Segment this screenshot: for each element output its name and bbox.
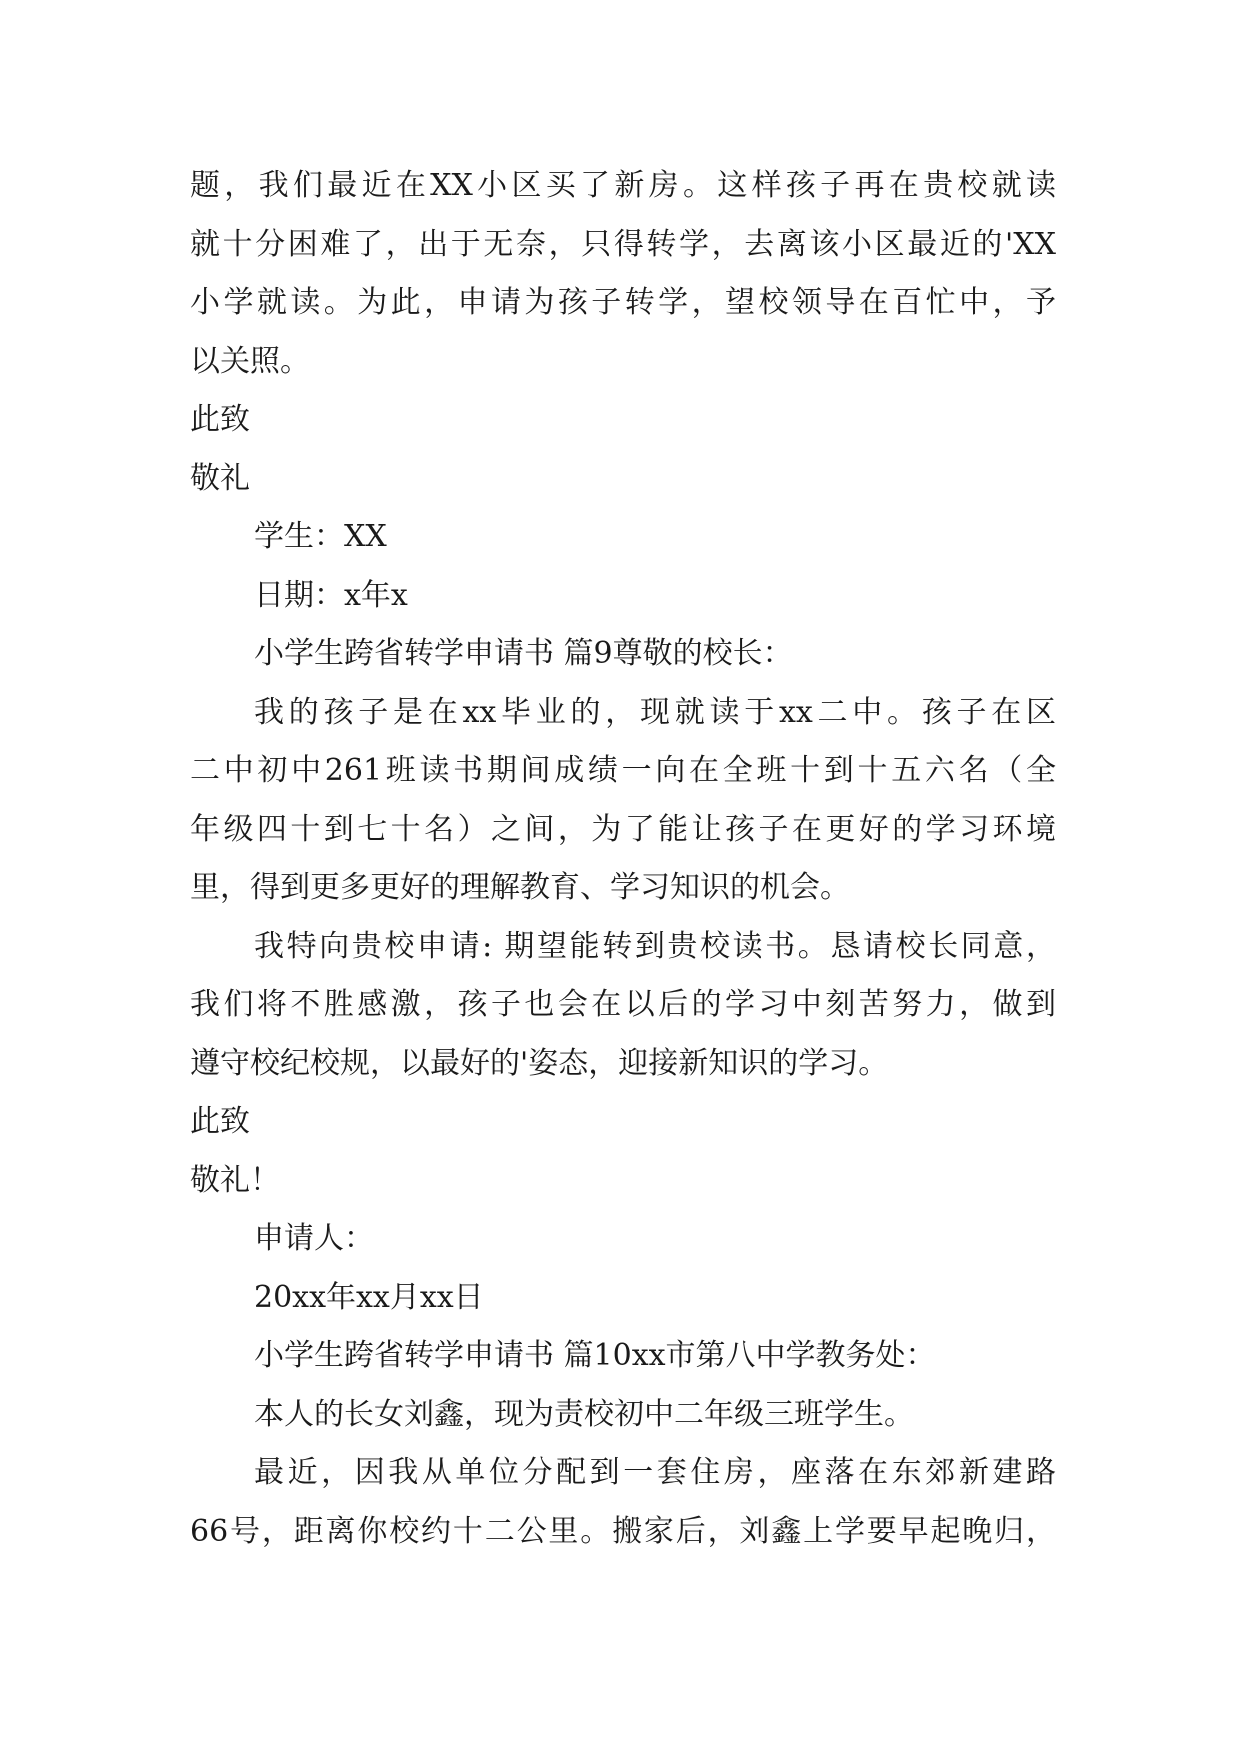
text-line: 本人的长女刘鑫，现为责校初中二年级三班学生。 — [254, 1396, 914, 1432]
text-line: 以关照。 — [190, 343, 310, 379]
signature-student: 学生：XX — [254, 519, 387, 554]
document-body — [190, 157, 1056, 1561]
text-line: 小学就读。为此，申请为孩子转学，望校领导在百忙中，予 — [190, 285, 1056, 320]
text-line: 里，得到更多更好的理解教育、学习知识的机会。 — [190, 870, 850, 905]
text-line: 遵守校纪校规，以最好的'姿态，迎接新知识的学习。 — [190, 1045, 889, 1081]
text-line: 最近，因我从单位分配到一套住房，座落在东郊新建路 — [254, 1455, 1056, 1490]
signature-date: 日期：x年x — [254, 577, 408, 613]
text-line: 题，我们最近在XX小区买了新房。这样孩子再在贵校就读 — [190, 168, 1056, 203]
section-heading: 小学生跨省转学申请书 篇10xx市第八中学教务处： — [254, 1338, 936, 1373]
closing-salutation: 此致 — [190, 402, 250, 437]
text-line: 年级四十到七十名）之间，为了能让孩子在更好的学习环境 — [190, 811, 1056, 847]
text-line: 我们将不胜感激，孩子也会在以后的学习中刻苦努力，做到 — [190, 987, 1056, 1022]
closing-salutation: 此致 — [190, 1104, 250, 1139]
signature-applicant: 申请人： — [254, 1221, 374, 1256]
text-line: 二中初中261班读书期间成绩一向在全班十到十五六名（全 — [190, 753, 1056, 788]
text-line: 我的孩子是在xx毕业的，现就读于xx二中。孩子在区 — [254, 694, 1056, 730]
closing-regards: 敬礼！ — [190, 1162, 280, 1198]
text-line: 就十分困难了，出于无奈，只得转学，去离该小区最近的'XX — [190, 226, 1056, 262]
text-line: 我特向贵校申请: 期望能转到贵校读书。恳请校长同意， — [254, 928, 1056, 964]
closing-regards: 敬礼 — [190, 460, 250, 496]
section-heading: 小学生跨省转学申请书 篇9尊敬的校长： — [254, 636, 793, 671]
signature-date: 20xx年xx月xx日 — [254, 1279, 484, 1315]
text-line: 66号，距离你校约十二公里。搬家后，刘鑫上学要早起晚归， — [190, 1513, 1056, 1549]
